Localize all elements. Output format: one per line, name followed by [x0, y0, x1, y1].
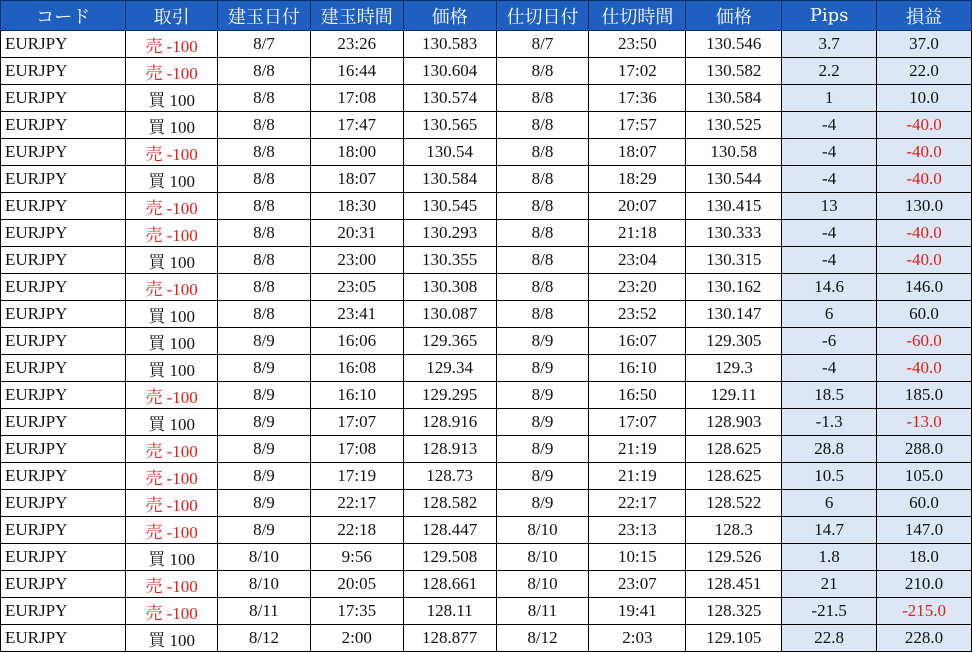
cell-open-date: 8/8: [218, 112, 311, 139]
cell-open-time: 18:07: [310, 166, 403, 193]
cell-open-time: 23:00: [310, 247, 403, 274]
table-row: [1, 517, 972, 544]
table-row: [1, 463, 972, 490]
cell-close-time: 23:07: [589, 571, 686, 598]
cell-close-price: 129.526: [686, 544, 782, 571]
cell-close-time: 23:20: [589, 274, 686, 301]
cell-trade: 売 -100: [126, 436, 218, 463]
cell-pips: 6: [782, 301, 877, 328]
cell-open-date: 8/8: [218, 193, 311, 220]
cell-close-time: 23:04: [589, 247, 686, 274]
cell-close-time: 18:29: [589, 166, 686, 193]
cell-profit-loss: -40.0: [877, 247, 972, 274]
cell-close-date: 8/8: [496, 274, 589, 301]
cell-open-price: 130.355: [403, 247, 496, 274]
cell-close-time: 2:03: [589, 625, 686, 652]
cell-close-price: 130.544: [686, 166, 782, 193]
cell-open-price: 130.583: [403, 31, 496, 58]
cell-open-time: 20:05: [310, 571, 403, 598]
cell-code: EURJPY: [1, 490, 126, 517]
cell-pips: -4: [782, 139, 877, 166]
cell-trade: 売 -100: [126, 220, 218, 247]
cell-close-time: 10:15: [589, 544, 686, 571]
cell-trade: 売 -100: [126, 139, 218, 166]
cell-open-price: 130.604: [403, 58, 496, 85]
cell-pips: 22.8: [782, 625, 877, 652]
cell-close-price: 128.451: [686, 571, 782, 598]
table-row: [1, 193, 972, 220]
header-code: コード: [1, 1, 126, 31]
table-body: [1, 31, 972, 652]
cell-pips: -4: [782, 112, 877, 139]
cell-open-time: 2:00: [310, 625, 403, 652]
cell-open-date: 8/7: [218, 31, 311, 58]
cell-close-time: 16:10: [589, 355, 686, 382]
cell-close-date: 8/9: [496, 490, 589, 517]
cell-pips: -1.3: [782, 409, 877, 436]
cell-close-time: 18:07: [589, 139, 686, 166]
cell-open-date: 8/12: [218, 625, 311, 652]
cell-close-time: 17:57: [589, 112, 686, 139]
cell-close-time: 23:52: [589, 301, 686, 328]
cell-open-date: 8/9: [218, 517, 311, 544]
cell-close-time: 22:17: [589, 490, 686, 517]
cell-close-price: 128.625: [686, 436, 782, 463]
table-row: [1, 382, 972, 409]
cell-open-price: 128.913: [403, 436, 496, 463]
cell-close-time: 21:19: [589, 463, 686, 490]
cell-close-price: 130.147: [686, 301, 782, 328]
cell-trade: 買 100: [126, 544, 218, 571]
cell-code: EURJPY: [1, 463, 126, 490]
cell-trade: 売 -100: [126, 58, 218, 85]
cell-trade: 売 -100: [126, 463, 218, 490]
cell-open-time: 16:10: [310, 382, 403, 409]
cell-close-date: 8/10: [496, 517, 589, 544]
cell-profit-loss: 228.0: [877, 625, 972, 652]
cell-code: EURJPY: [1, 139, 126, 166]
cell-close-price: 129.3: [686, 355, 782, 382]
table-row: [1, 112, 972, 139]
cell-close-date: 8/9: [496, 355, 589, 382]
cell-open-time: 18:00: [310, 139, 403, 166]
cell-pips: 3.7: [782, 31, 877, 58]
cell-open-date: 8/11: [218, 598, 311, 625]
cell-profit-loss: -40.0: [877, 220, 972, 247]
cell-open-time: 17:47: [310, 112, 403, 139]
table-row: [1, 85, 972, 112]
cell-open-time: 20:31: [310, 220, 403, 247]
cell-code: EURJPY: [1, 355, 126, 382]
cell-close-price: 130.162: [686, 274, 782, 301]
cell-open-time: 23:05: [310, 274, 403, 301]
cell-trade: 買 100: [126, 301, 218, 328]
header-profit-loss: 損益: [877, 1, 972, 31]
cell-profit-loss: -40.0: [877, 112, 972, 139]
header-close-time: 仕切時間: [589, 1, 686, 31]
cell-open-date: 8/8: [218, 139, 311, 166]
table-row: [1, 220, 972, 247]
cell-open-time: 17:35: [310, 598, 403, 625]
cell-pips: 21: [782, 571, 877, 598]
cell-code: EURJPY: [1, 301, 126, 328]
cell-trade: 売 -100: [126, 274, 218, 301]
cell-open-date: 8/9: [218, 409, 311, 436]
cell-close-date: 8/10: [496, 544, 589, 571]
cell-profit-loss: 185.0: [877, 382, 972, 409]
cell-trade: 買 100: [126, 166, 218, 193]
cell-close-price: 128.625: [686, 463, 782, 490]
cell-trade: 売 -100: [126, 382, 218, 409]
cell-open-price: 130.308: [403, 274, 496, 301]
cell-code: EURJPY: [1, 247, 126, 274]
cell-open-date: 8/9: [218, 490, 311, 517]
cell-close-time: 17:36: [589, 85, 686, 112]
cell-open-date: 8/8: [218, 58, 311, 85]
cell-open-date: 8/9: [218, 328, 311, 355]
cell-code: EURJPY: [1, 409, 126, 436]
cell-trade: 売 -100: [126, 598, 218, 625]
cell-profit-loss: 10.0: [877, 85, 972, 112]
cell-pips: 13: [782, 193, 877, 220]
cell-open-time: 22:17: [310, 490, 403, 517]
table-row: [1, 58, 972, 85]
cell-close-date: 8/8: [496, 220, 589, 247]
cell-code: EURJPY: [1, 274, 126, 301]
cell-pips: 14.6: [782, 274, 877, 301]
cell-open-price: 128.447: [403, 517, 496, 544]
cell-open-price: 128.877: [403, 625, 496, 652]
cell-code: EURJPY: [1, 112, 126, 139]
cell-pips: 1.8: [782, 544, 877, 571]
table-row: [1, 31, 972, 58]
cell-open-time: 16:44: [310, 58, 403, 85]
cell-close-date: 8/8: [496, 301, 589, 328]
cell-open-time: 23:26: [310, 31, 403, 58]
table-row: [1, 571, 972, 598]
cell-open-date: 8/8: [218, 85, 311, 112]
cell-profit-loss: 22.0: [877, 58, 972, 85]
cell-pips: 18.5: [782, 382, 877, 409]
cell-code: EURJPY: [1, 85, 126, 112]
cell-open-time: 23:41: [310, 301, 403, 328]
cell-close-date: 8/8: [496, 166, 589, 193]
cell-trade: 売 -100: [126, 571, 218, 598]
cell-open-time: 22:18: [310, 517, 403, 544]
cell-close-price: 129.305: [686, 328, 782, 355]
cell-close-time: 17:02: [589, 58, 686, 85]
table-row: [1, 625, 972, 652]
cell-close-price: 130.546: [686, 31, 782, 58]
cell-close-time: 20:07: [589, 193, 686, 220]
cell-close-price: 128.3: [686, 517, 782, 544]
cell-open-price: 130.584: [403, 166, 496, 193]
cell-open-time: 17:08: [310, 85, 403, 112]
cell-open-date: 8/10: [218, 544, 311, 571]
cell-open-price: 128.916: [403, 409, 496, 436]
cell-open-date: 8/8: [218, 247, 311, 274]
cell-trade: 買 100: [126, 625, 218, 652]
cell-close-time: 17:07: [589, 409, 686, 436]
cell-open-date: 8/8: [218, 220, 311, 247]
cell-profit-loss: 37.0: [877, 31, 972, 58]
cell-close-price: 130.415: [686, 193, 782, 220]
cell-profit-loss: 60.0: [877, 490, 972, 517]
cell-open-price: 130.545: [403, 193, 496, 220]
cell-code: EURJPY: [1, 58, 126, 85]
cell-open-time: 16:06: [310, 328, 403, 355]
cell-code: EURJPY: [1, 382, 126, 409]
table-row: [1, 247, 972, 274]
cell-open-time: 16:08: [310, 355, 403, 382]
cell-code: EURJPY: [1, 436, 126, 463]
cell-code: EURJPY: [1, 598, 126, 625]
cell-open-price: 130.087: [403, 301, 496, 328]
cell-pips: -4: [782, 355, 877, 382]
cell-close-price: 130.315: [686, 247, 782, 274]
cell-profit-loss: -215.0: [877, 598, 972, 625]
cell-code: EURJPY: [1, 625, 126, 652]
cell-open-date: 8/9: [218, 463, 311, 490]
cell-open-time: 17:08: [310, 436, 403, 463]
cell-pips: -4: [782, 247, 877, 274]
cell-open-price: 128.661: [403, 571, 496, 598]
table-row: [1, 301, 972, 328]
cell-code: EURJPY: [1, 220, 126, 247]
header-open-date: 建玉日付: [218, 1, 311, 31]
cell-open-price: 130.565: [403, 112, 496, 139]
cell-close-price: 130.333: [686, 220, 782, 247]
table-row: [1, 274, 972, 301]
cell-close-price: 129.11: [686, 382, 782, 409]
cell-open-date: 8/10: [218, 571, 311, 598]
cell-pips: -4: [782, 220, 877, 247]
cell-close-price: 128.903: [686, 409, 782, 436]
table-row: [1, 328, 972, 355]
cell-open-price: 129.365: [403, 328, 496, 355]
cell-open-date: 8/8: [218, 166, 311, 193]
cell-trade: 売 -100: [126, 31, 218, 58]
cell-pips: 1: [782, 85, 877, 112]
cell-open-time: 18:30: [310, 193, 403, 220]
cell-close-time: 16:07: [589, 328, 686, 355]
cell-close-time: 23:13: [589, 517, 686, 544]
cell-trade: 売 -100: [126, 517, 218, 544]
cell-close-time: 21:19: [589, 436, 686, 463]
cell-trade: 買 100: [126, 409, 218, 436]
cell-profit-loss: -13.0: [877, 409, 972, 436]
cell-code: EURJPY: [1, 193, 126, 220]
table-row: [1, 355, 972, 382]
cell-open-date: 8/9: [218, 436, 311, 463]
table-row: [1, 598, 972, 625]
cell-pips: 6: [782, 490, 877, 517]
cell-profit-loss: 210.0: [877, 571, 972, 598]
cell-close-date: 8/9: [496, 436, 589, 463]
cell-profit-loss: -60.0: [877, 328, 972, 355]
cell-open-price: 130.54: [403, 139, 496, 166]
cell-close-price: 128.325: [686, 598, 782, 625]
cell-profit-loss: 288.0: [877, 436, 972, 463]
cell-open-price: 129.295: [403, 382, 496, 409]
header-open-price: 価格: [403, 1, 496, 31]
cell-open-price: 128.11: [403, 598, 496, 625]
cell-open-price: 130.574: [403, 85, 496, 112]
cell-close-date: 8/8: [496, 58, 589, 85]
table-row: [1, 544, 972, 571]
header-row: [1, 1, 972, 31]
cell-trade: 買 100: [126, 85, 218, 112]
cell-close-date: 8/8: [496, 139, 589, 166]
cell-close-price: 130.58: [686, 139, 782, 166]
cell-trade: 買 100: [126, 247, 218, 274]
cell-close-price: 129.105: [686, 625, 782, 652]
cell-code: EURJPY: [1, 166, 126, 193]
cell-profit-loss: 60.0: [877, 301, 972, 328]
cell-code: EURJPY: [1, 571, 126, 598]
cell-close-price: 128.522: [686, 490, 782, 517]
cell-close-date: 8/9: [496, 463, 589, 490]
cell-open-time: 9:56: [310, 544, 403, 571]
table-row: [1, 409, 972, 436]
cell-pips: 10.5: [782, 463, 877, 490]
cell-code: EURJPY: [1, 517, 126, 544]
header-pips: Pips: [782, 1, 877, 31]
cell-profit-loss: -40.0: [877, 166, 972, 193]
cell-close-date: 8/9: [496, 409, 589, 436]
cell-open-date: 8/9: [218, 382, 311, 409]
cell-close-date: 8/11: [496, 598, 589, 625]
cell-pips: -6: [782, 328, 877, 355]
table-row: [1, 436, 972, 463]
cell-open-time: 17:07: [310, 409, 403, 436]
cell-trade: 買 100: [126, 355, 218, 382]
cell-close-price: 130.584: [686, 85, 782, 112]
cell-code: EURJPY: [1, 328, 126, 355]
cell-pips: -21.5: [782, 598, 877, 625]
header-close-price: 価格: [686, 1, 782, 31]
header-close-date: 仕切日付: [496, 1, 589, 31]
header-trade: 取引: [126, 1, 218, 31]
cell-close-date: 8/8: [496, 85, 589, 112]
cell-open-date: 8/9: [218, 355, 311, 382]
cell-open-price: 128.73: [403, 463, 496, 490]
cell-close-time: 23:50: [589, 31, 686, 58]
cell-open-price: 129.508: [403, 544, 496, 571]
cell-open-price: 130.293: [403, 220, 496, 247]
cell-trade: 売 -100: [126, 193, 218, 220]
cell-pips: 28.8: [782, 436, 877, 463]
cell-close-time: 19:41: [589, 598, 686, 625]
cell-code: EURJPY: [1, 544, 126, 571]
cell-close-date: 8/8: [496, 247, 589, 274]
cell-open-price: 129.34: [403, 355, 496, 382]
table-row: [1, 490, 972, 517]
cell-close-date: 8/8: [496, 112, 589, 139]
cell-close-price: 130.582: [686, 58, 782, 85]
cell-profit-loss: -40.0: [877, 355, 972, 382]
cell-close-date: 8/9: [496, 382, 589, 409]
cell-close-price: 130.525: [686, 112, 782, 139]
cell-open-price: 128.582: [403, 490, 496, 517]
cell-open-date: 8/8: [218, 301, 311, 328]
cell-close-date: 8/7: [496, 31, 589, 58]
cell-close-time: 21:18: [589, 220, 686, 247]
cell-profit-loss: 147.0: [877, 517, 972, 544]
cell-profit-loss: 105.0: [877, 463, 972, 490]
cell-pips: 2.2: [782, 58, 877, 85]
cell-close-date: 8/9: [496, 328, 589, 355]
cell-code: EURJPY: [1, 31, 126, 58]
cell-open-date: 8/8: [218, 274, 311, 301]
table-row: [1, 139, 972, 166]
cell-profit-loss: 146.0: [877, 274, 972, 301]
cell-pips: 14.7: [782, 517, 877, 544]
table-row: [1, 166, 972, 193]
cell-close-date: 8/8: [496, 193, 589, 220]
cell-profit-loss: 130.0: [877, 193, 972, 220]
cell-close-time: 16:50: [589, 382, 686, 409]
cell-trade: 買 100: [126, 112, 218, 139]
cell-pips: -4: [782, 166, 877, 193]
cell-trade: 売 -100: [126, 490, 218, 517]
cell-open-time: 17:19: [310, 463, 403, 490]
cell-profit-loss: -40.0: [877, 139, 972, 166]
cell-profit-loss: 18.0: [877, 544, 972, 571]
cell-close-date: 8/12: [496, 625, 589, 652]
header-open-time: 建玉時間: [310, 1, 403, 31]
cell-trade: 買 100: [126, 328, 218, 355]
cell-close-date: 8/10: [496, 571, 589, 598]
